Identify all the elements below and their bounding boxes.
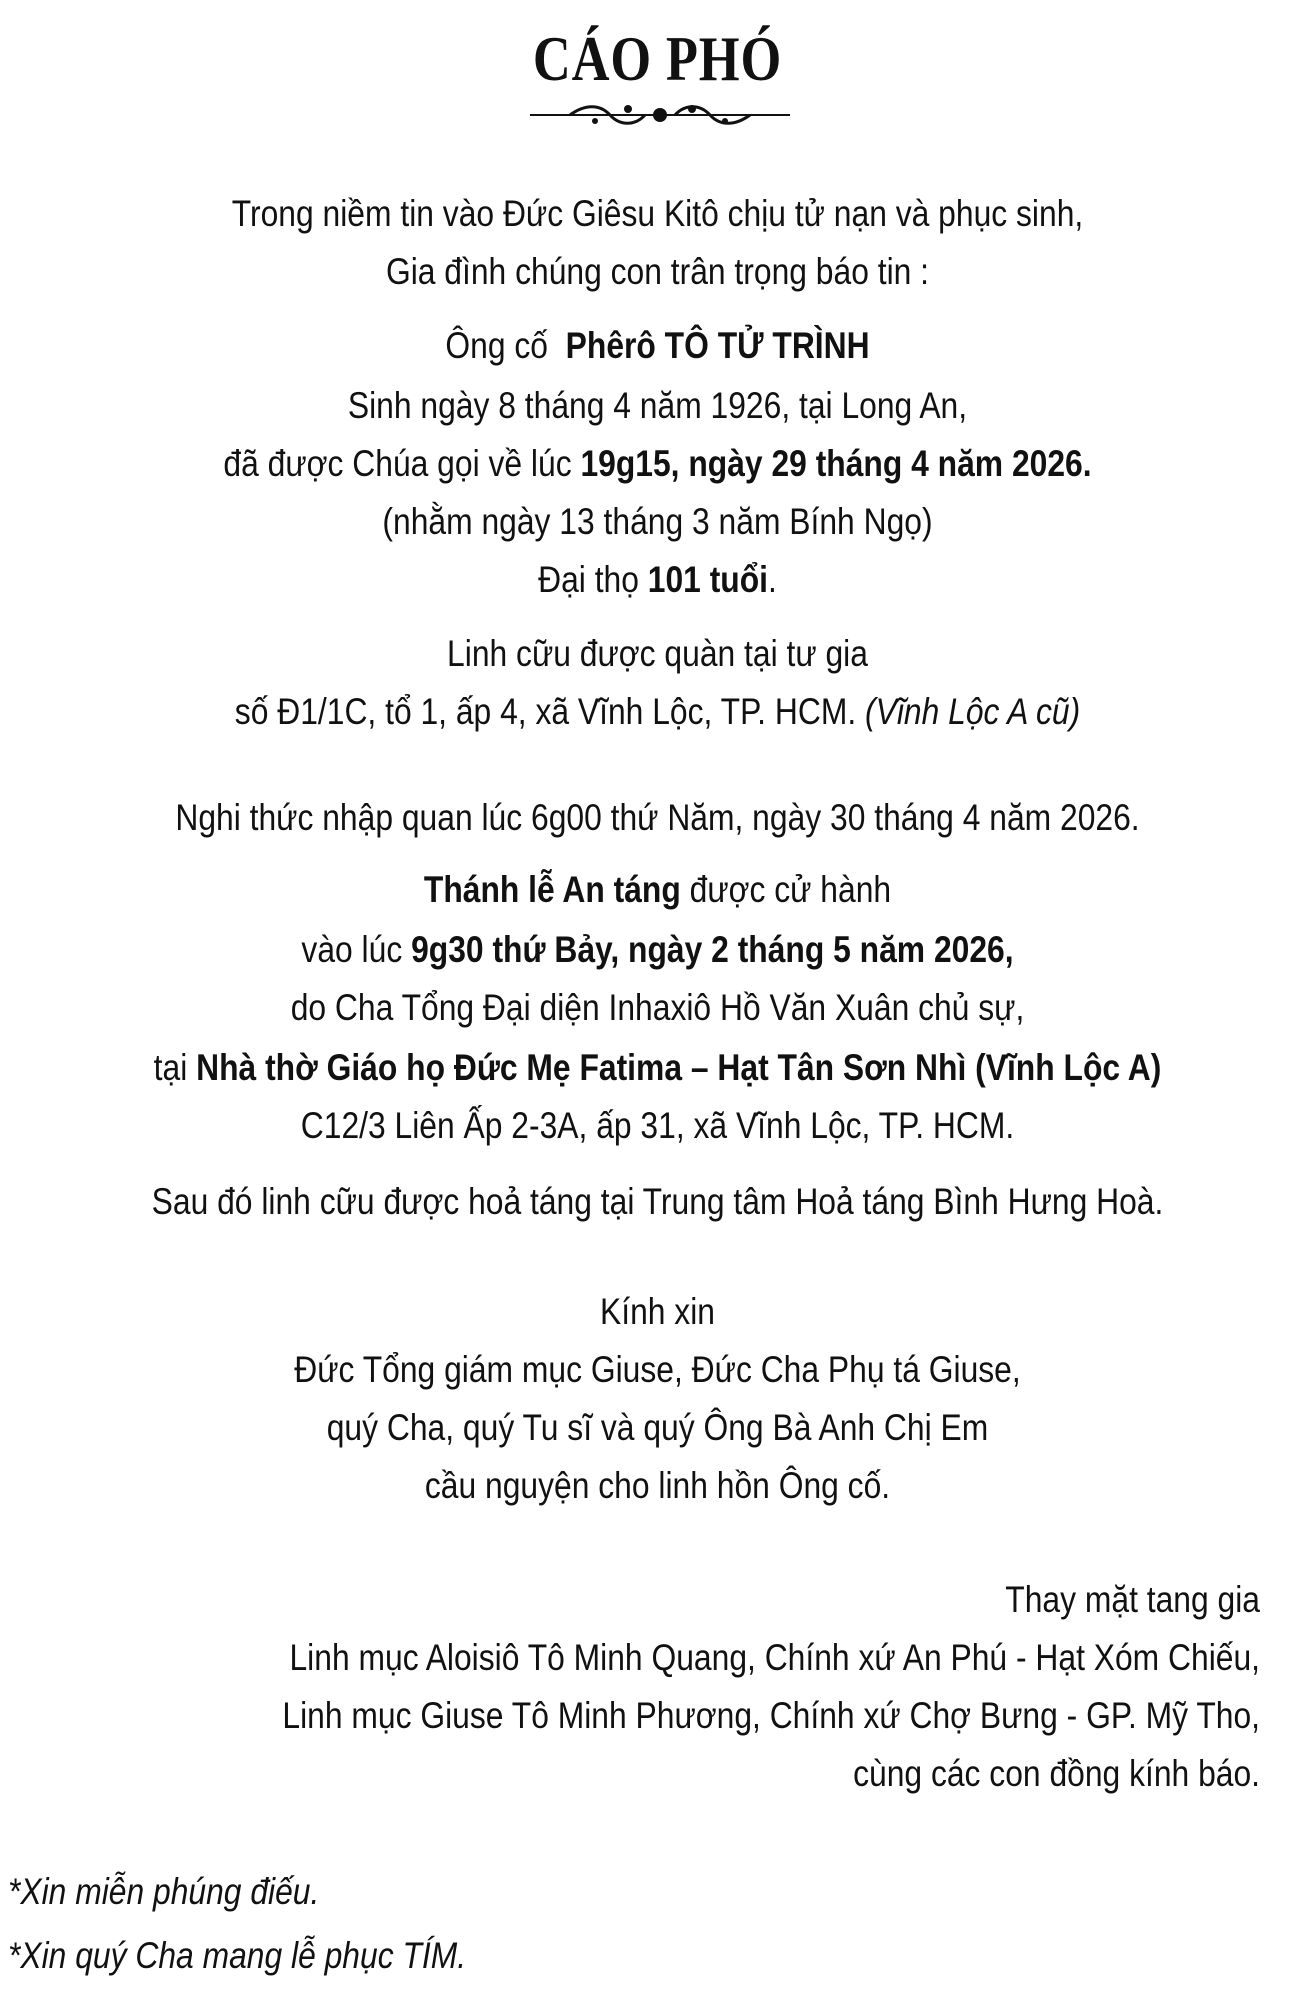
- ornament-divider-icon: [530, 100, 790, 130]
- wake-address-note: (Vĩnh Lộc A cũ): [865, 691, 1081, 732]
- age-line: [92, 556, 1223, 604]
- note-2: *Xin quý Cha mang lễ phục TÍM.: [8, 1935, 467, 1976]
- signature-line-3: Linh mục Giuse Tô Minh Phương, Chính xứ Chợ Bưng - GP. Mỹ Tho,: [282, 1695, 1260, 1736]
- intro-line-1: Trong niềm tin vào Đức Giêsu Kitô chịu tử nạn và phục sinh,: [231, 193, 1084, 234]
- intro-line-2: Gia đình chúng con trân trọng báo tin :: [385, 251, 930, 292]
- mass-title-suffix: được cử hành: [689, 869, 892, 910]
- mass-place-line: [92, 1044, 1223, 1092]
- note-1: *Xin miễn phúng điếu.: [8, 1871, 320, 1912]
- mass-time: 9g30 thứ Bảy, ngày 2 tháng 5 năm 2026,: [411, 929, 1014, 970]
- mass-title-line: [92, 866, 1223, 914]
- encoffin-line: Nghi thức nhập quan lúc 6g00 thứ Năm, ngày 30 tháng 4 năm 2026.: [175, 797, 1140, 838]
- page-title: CÁO PHÓ: [532, 23, 783, 94]
- birth-line: Sinh ngày 8 tháng 4 năm 1926, tại Long An,: [347, 385, 968, 426]
- deceased-prefix: Ông cố: [445, 325, 548, 366]
- request-line-2: Đức Tổng giám mục Giuse, Đức Cha Phụ tá Giuse,: [294, 1349, 1021, 1390]
- deceased-name-line: [92, 322, 1223, 370]
- mass-place-address-line: C12/3 Liên Ấp 2-3A, ấp 31, xã Vĩnh Lộc, TP. HCM.: [300, 1105, 1015, 1146]
- note-line-2: [8, 1932, 1139, 1980]
- death-prefix: đã được Chúa gọi về lúc: [223, 443, 572, 484]
- lunar-date-line: (nhằm ngày 13 tháng 3 năm Bính Ngọ): [382, 501, 933, 542]
- request-line-4: cầu nguyện cho linh hồn Ông cố.: [424, 1465, 891, 1506]
- age-suffix: .: [768, 559, 777, 600]
- mass-time-line: [92, 926, 1223, 974]
- age-value: 101 tuổi: [647, 559, 769, 600]
- signature-line-2: Linh mục Aloisiô Tô Minh Quang, Chính xứ An Phú - Hạt Xóm Chiếu,: [289, 1637, 1261, 1678]
- signature-line-1: Thay mặt tang gia: [1005, 1579, 1260, 1620]
- request-line-1: Kính xin: [600, 1291, 715, 1332]
- wake-address-line: [92, 688, 1223, 736]
- age-prefix: Đại thọ: [538, 559, 639, 600]
- wake-address: số Đ1/1C, tổ 1, ấp 4, xã Vĩnh Lộc, TP. HCM.: [234, 691, 857, 732]
- note-line-1: [8, 1868, 1139, 1916]
- mass-time-prefix: vào lúc: [301, 929, 403, 970]
- death-line: [92, 440, 1223, 488]
- mass-celebrant-line: do Cha Tổng Đại diện Inhaxiô Hồ Văn Xuân chủ sự,: [290, 987, 1025, 1028]
- deceased-name: Phêrô TÔ TỬ TRÌNH: [565, 325, 870, 366]
- mass-place: Nhà thờ Giáo họ Đức Mẹ Fatima – Hạt Tân Sơn Nhì (Vĩnh Lộc A): [196, 1047, 1162, 1088]
- death-time: 19g15, ngày 29 tháng 4 năm 2026.: [580, 443, 1092, 484]
- cremation-line: Sau đó linh cữu được hoả táng tại Trung tâm Hoả táng Bình Hưng Hoà.: [151, 1181, 1164, 1222]
- mass-title: Thánh lễ An táng: [423, 869, 681, 910]
- request-line-3: quý Cha, quý Tu sĩ và quý Ông Bà Anh Chị Em: [326, 1407, 989, 1448]
- mass-place-prefix: tại: [153, 1047, 188, 1088]
- signature-line-4: cùng các con đồng kính báo.: [853, 1753, 1260, 1794]
- wake-line: Linh cữu được quàn tại tư gia: [447, 633, 868, 674]
